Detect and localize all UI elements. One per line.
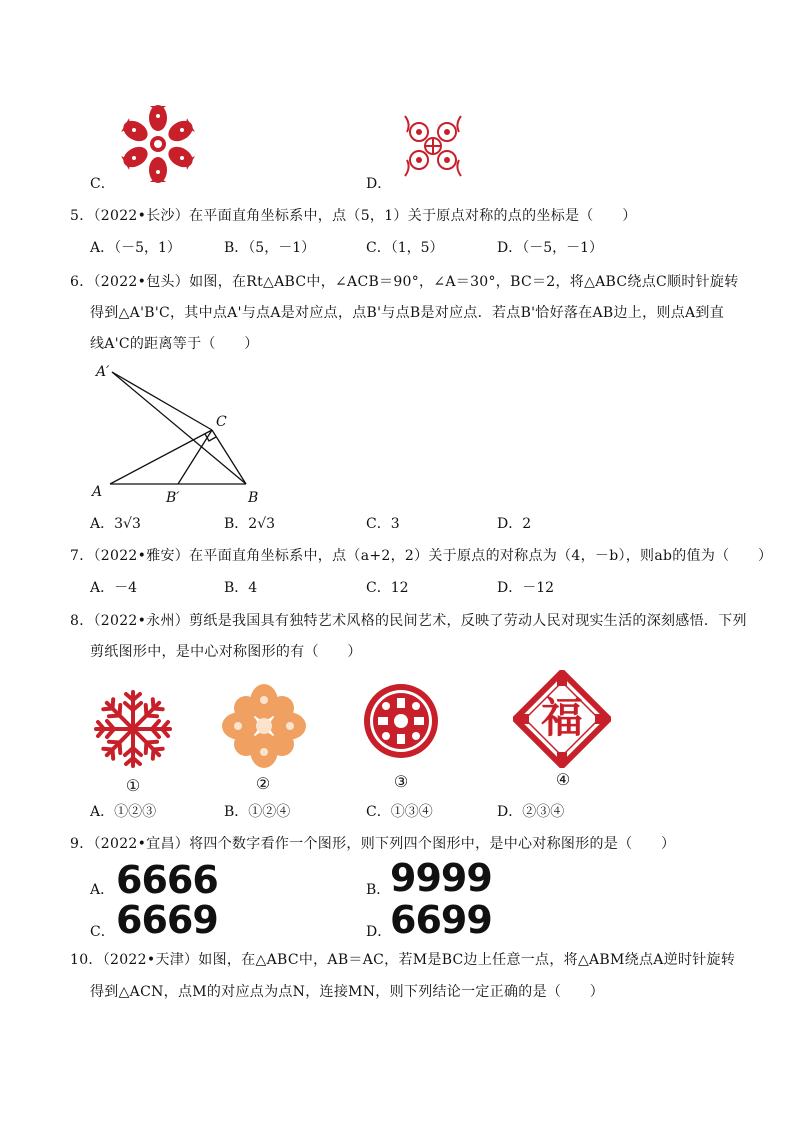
q10-stem-line1: 10．（2022•天津）如图，在△ABC中，AB＝AC，若M是BC边上任意一点，将△ABM绕点A逆时针旋转 — [70, 952, 736, 968]
papercut-goldfish-image — [395, 108, 471, 184]
q9-stem: 9．（2022•宜昌）将四个数字看作一个图形，则下列四个图形中，是中心对称图形的是（ ） — [70, 836, 676, 852]
papercut-fu-diamond-image — [513, 670, 611, 768]
q8-caption-1: ① — [125, 776, 141, 795]
q6-stem-line2: 得到△A'B'C，其中点A'与点A是对应点，点B'与点B是对应点．若点B'恰好落在AB边上，则点A到直 — [90, 305, 725, 321]
q8-caption-3: ③ — [393, 772, 409, 791]
q8-option-c: C．①③④ — [366, 804, 433, 820]
q6-option-b: B．2√3 — [224, 516, 276, 532]
q9-option-d-number: 6699 — [390, 898, 492, 942]
label-b-prime: B′ — [166, 490, 180, 506]
q9-option-d-label: D． — [366, 924, 392, 940]
right-angle-mark — [205, 434, 216, 441]
label-a-prime: A′ — [96, 364, 110, 380]
q7-option-c: C．12 — [366, 580, 409, 596]
papercut-fish-image — [118, 104, 198, 184]
q8-option-b: B．①②④ — [224, 804, 291, 820]
q8-caption-2: ② — [255, 774, 271, 793]
label-a: A — [92, 484, 103, 500]
segment-a-prime-c — [112, 372, 212, 430]
q7-option-a: A．－4 — [90, 580, 138, 596]
q9-option-a-number: 6666 — [116, 858, 218, 902]
q7-stem: 7．（2022•雅安）在平面直角坐标系中，点（a+2，2）关于原点的对称点为（4，－b），则ab的值为（ ） — [70, 548, 773, 564]
q9-option-c-label: C． — [90, 924, 115, 940]
segment-bc — [212, 430, 246, 484]
q6-triangle-figure — [88, 360, 278, 510]
label-b: B — [248, 490, 259, 506]
q6-option-c: C．3 — [366, 516, 400, 532]
papercut-flower-image — [220, 682, 308, 770]
q6-option-a: A．3√3 — [90, 516, 141, 532]
option-d-label: D． — [366, 176, 392, 192]
q7-option-d: D．－12 — [497, 580, 555, 596]
q5-option-a: A．（－5，1） — [90, 240, 181, 256]
papercut-snowflake-image — [90, 686, 176, 772]
papercut-medallion-image — [362, 682, 440, 760]
q5-option-d: D．（－5，－1） — [497, 240, 604, 256]
q8-option-d: D．②③④ — [497, 804, 565, 820]
q6-stem-line3: 线A'C的距离等于（ ） — [90, 336, 259, 352]
q7-option-b: B．4 — [224, 580, 258, 596]
option-c-label: C． — [90, 176, 115, 192]
q9-option-a-label: A． — [90, 882, 115, 898]
q5-option-c: C．（1，5） — [366, 240, 444, 256]
q8-stem-line1: 8．（2022•永州）剪纸是我国具有独特艺术风格的民间艺术，反映了劳动人民对现实生活的深刻感悟．下列 — [70, 613, 747, 629]
q6-option-d: D．2 — [497, 516, 532, 532]
q5-option-b: B．（5，－1） — [224, 240, 316, 256]
q8-caption-4: ④ — [555, 770, 571, 789]
q10-stem-line2: 得到△ACN，点M的对应点为点N，连接MN，则下列结论一定正确的是（ ） — [90, 984, 605, 1000]
q9-option-b-label: B． — [366, 882, 391, 898]
q5-stem: 5．（2022•长沙）在平面直角坐标系中，点（5，1）关于原点对称的点的坐标是（ ） — [70, 208, 637, 224]
q9-option-b-number: 9999 — [390, 856, 492, 900]
segment-ac — [110, 430, 212, 484]
label-c: C — [216, 414, 227, 430]
fu-character: 福 — [540, 693, 583, 742]
q8-option-a: A．①②③ — [90, 804, 157, 820]
q6-stem-line1: 6．（2022•包头）如图，在Rt△ABC中，∠ACB＝90°，∠A＝30°，BC＝2，将△ABC绕点C顺时针旋转 — [70, 274, 739, 290]
q8-stem-line2: 剪纸图形中，是中心对称图形的有（ ） — [90, 644, 362, 660]
q9-option-c-number: 6669 — [116, 898, 218, 942]
